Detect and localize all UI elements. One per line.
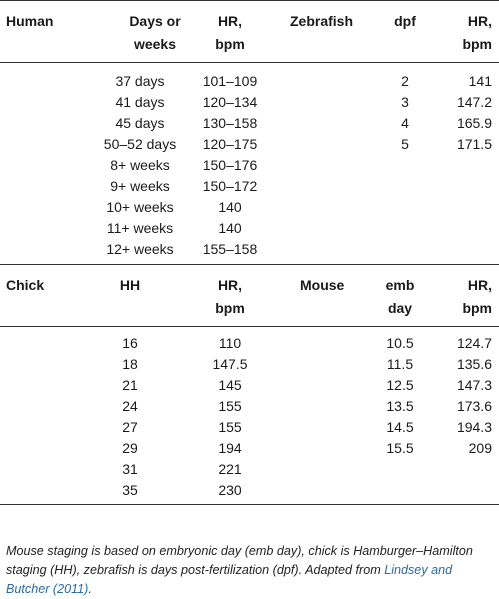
header-hr-bpm-zebrafish: HR, bpm — [462, 13, 492, 52]
cell-chick-hr: 145 — [218, 377, 242, 393]
cell-chick-hr: 155 — [218, 419, 242, 435]
cell-human-age: 11+ weeks — [106, 220, 174, 236]
cell-zebrafish-hr: 165.9 — [456, 115, 492, 131]
cell-human-hr: 120–175 — [202, 136, 258, 152]
header-mouse: Mouse — [300, 277, 345, 293]
cell-mouse-hr: 147.3 — [456, 377, 492, 393]
footnote-citation-link[interactable]: Lindsey and Butcher (2011) — [6, 563, 453, 596]
cell-zebrafish-hr: 141 — [468, 73, 492, 89]
cell-human-hr: 140 — [218, 199, 242, 215]
cell-zebrafish-dpf: 5 — [401, 136, 409, 152]
footnote-tail: . — [88, 582, 92, 596]
cell-chick-hh: 24 — [122, 398, 138, 414]
cell-chick-hh: 18 — [122, 356, 138, 372]
cell-human-hr: 150–176 — [202, 157, 258, 173]
header-hr-bpm-mouse: HR, bpm — [462, 277, 492, 316]
cell-zebrafish-hr: 171.5 — [456, 136, 492, 152]
header-hh: HH — [119, 277, 141, 293]
cell-human-age: 50–52 days — [103, 136, 177, 152]
table-top-rule — [0, 0, 499, 1]
header-dpf: dpf — [394, 13, 416, 29]
cell-human-age: 9+ weeks — [110, 178, 170, 194]
cell-mouse-emb-day: 10.5 — [386, 335, 414, 351]
footnote-text: Mouse staging is based on embryonic day (emb day), chick is Hamburger–Hamilton staging (HH), zebrafish is days post-fertilization (dpf). Adapted from — [6, 544, 473, 577]
cell-human-hr: 140 — [218, 220, 242, 236]
cell-human-age: 45 days — [115, 115, 165, 131]
cell-chick-hh: 16 — [122, 335, 138, 351]
cell-zebrafish-dpf: 4 — [401, 115, 409, 131]
cell-chick-hr: 147.5 — [212, 356, 248, 372]
header-hr-bpm-chick: HR, bpm — [215, 277, 245, 316]
cell-zebrafish-dpf: 3 — [401, 94, 409, 110]
header-chick: Chick — [6, 277, 45, 293]
cell-human-hr: 101–109 — [202, 73, 258, 89]
cell-human-hr: 130–158 — [202, 115, 258, 131]
cell-chick-hh: 27 — [122, 419, 138, 435]
section-divider-rule — [0, 264, 499, 265]
cell-human-hr: 155–158 — [202, 241, 258, 257]
cell-human-age: 10+ weeks — [106, 199, 174, 215]
cell-mouse-hr: 209 — [468, 440, 492, 456]
cell-chick-hr: 110 — [218, 335, 242, 351]
cell-zebrafish-dpf: 2 — [401, 73, 409, 89]
cell-chick-hr: 230 — [218, 482, 242, 498]
header-human: Human — [6, 13, 54, 29]
header-days-weeks: Days or weeks — [129, 13, 181, 52]
cell-mouse-hr: 124.7 — [456, 335, 492, 351]
cell-chick-hr: 194 — [218, 440, 242, 456]
cell-chick-hr: 155 — [218, 398, 242, 414]
cell-chick-hh: 31 — [122, 461, 138, 477]
cell-human-hr: 120–134 — [202, 94, 258, 110]
cell-mouse-emb-day: 12.5 — [386, 377, 414, 393]
cell-mouse-hr: 173.6 — [456, 398, 492, 414]
header-hr-bpm-human: HR, bpm — [215, 13, 245, 52]
cell-chick-hh: 35 — [122, 482, 138, 498]
cell-human-age: 41 days — [115, 94, 165, 110]
cell-human-age: 8+ weeks — [110, 157, 170, 173]
cell-mouse-hr: 194.3 — [456, 419, 492, 435]
table-footnote — [6, 542, 496, 599]
cell-chick-hr: 221 — [218, 461, 242, 477]
cell-human-age: 12+ weeks — [106, 241, 174, 257]
cell-mouse-hr: 135.6 — [456, 356, 492, 372]
header-zebrafish: Zebrafish — [290, 13, 354, 29]
cell-chick-hh: 29 — [122, 440, 138, 456]
cell-mouse-emb-day: 11.5 — [386, 356, 414, 372]
cell-human-age: 37 days — [115, 73, 165, 89]
cell-zebrafish-hr: 147.2 — [456, 94, 492, 110]
table-bottom-rule — [0, 504, 499, 505]
cell-mouse-emb-day: 15.5 — [386, 440, 414, 456]
header-emb-day: emb day — [385, 277, 415, 316]
cell-human-hr: 150–172 — [202, 178, 258, 194]
section2-header-rule — [0, 326, 499, 327]
cell-mouse-emb-day: 14.5 — [386, 419, 414, 435]
cell-mouse-emb-day: 13.5 — [386, 398, 414, 414]
cell-chick-hh: 21 — [122, 377, 138, 393]
section1-header-rule — [0, 62, 499, 63]
